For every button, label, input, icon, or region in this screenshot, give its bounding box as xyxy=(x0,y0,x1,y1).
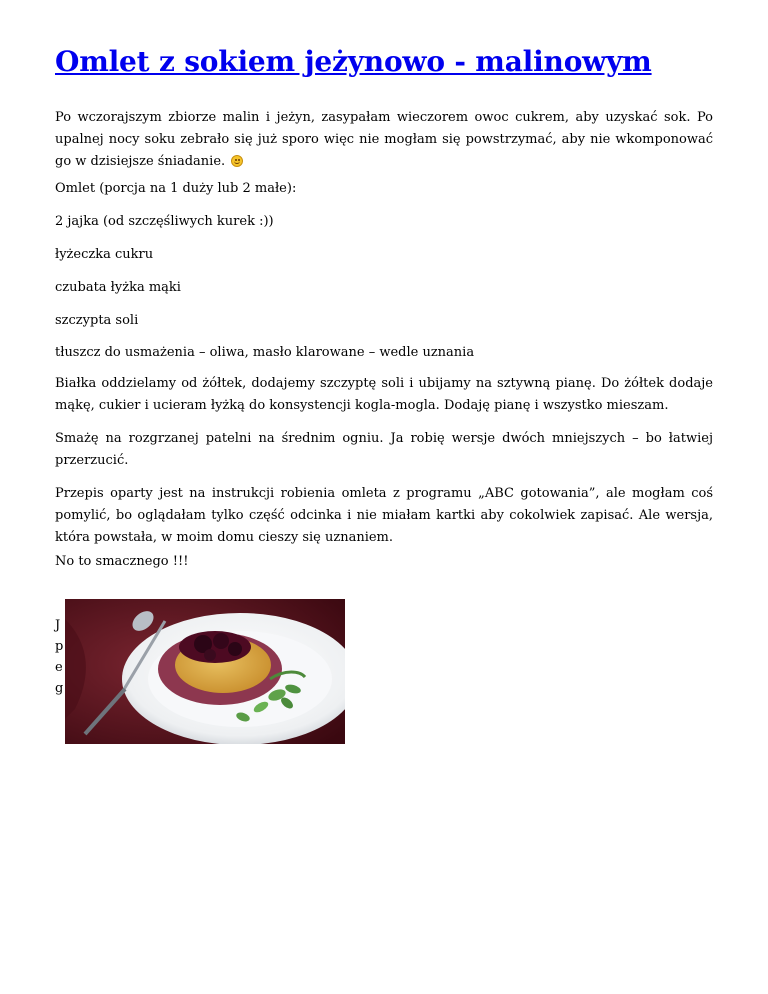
step-paragraph-1: Białka oddzielamy od żółtek, dodajemy szczyptę soli i ubijamy na sztywną pianę. Do żółtek dodaje mąkę, cukier i ucieram łyżką do konsystencji kogla-mogla. Dodaję pianę i wszystko mieszam. xyxy=(55,376,713,413)
omelet-photo-drawing xyxy=(65,599,345,744)
step-paragraph-3: Przepis oparty jest na instrukcji robienia omleta z programu „ABC gotowania”, ale mogłam coś pomylić, bo oglądałam tylko część odcinka i nie miałam kartki aby cokolwiek zapisać. Ale wersja, która powstała, w moim domu cieszy się uznaniem. xyxy=(55,486,713,545)
intro-paragraph xyxy=(55,107,713,173)
ingredient-item-2: łyżeczka cukru xyxy=(55,247,154,262)
step-paragraph-2: Smażę na rozgrzanej patelni na średnim ogniu. Ja robię wersje dwóch mniejszych – bo łatwiej przerzucić. xyxy=(55,431,713,468)
ingredient-item-4: szczypta soli xyxy=(55,313,139,328)
smiley-face-icon xyxy=(231,155,243,167)
ingredients-header: Omlet (porcja na 1 duży lub 2 małe): xyxy=(55,181,297,196)
alt-letter: g xyxy=(55,681,64,696)
ingredient-item-5: tłuszcz do usmażenia – oliwa, masło klarowane – wedle uznania xyxy=(55,345,475,360)
alt-letter: p xyxy=(55,639,64,654)
title-link[interactable]: Omlet z sokiem jeżynowo - malinowym xyxy=(55,45,652,78)
alt-letter: J xyxy=(55,618,61,633)
ingredient-item-3: czubata łyżka mąki xyxy=(55,280,181,295)
alt-letter: e xyxy=(55,660,63,675)
page-title[interactable] xyxy=(55,44,652,80)
omelet-photo xyxy=(65,599,345,744)
closing-line: No to smacznego !!! xyxy=(55,554,189,569)
ingredient-item-1: 2 jajka (od szczęśliwych kurek :)) xyxy=(55,214,274,229)
intro-text: Po wczorajszym zbiorze malin i jeżyn, zasypałam wieczorem owoc cukrem, aby uzyskać sok. Po upalnej nocy soku zebrało się już sporo więc nie mogłam się powstrzymać, aby nie wkomponować go w dzisiejsze śniadanie. xyxy=(55,110,713,169)
image-alt-text xyxy=(55,615,65,699)
